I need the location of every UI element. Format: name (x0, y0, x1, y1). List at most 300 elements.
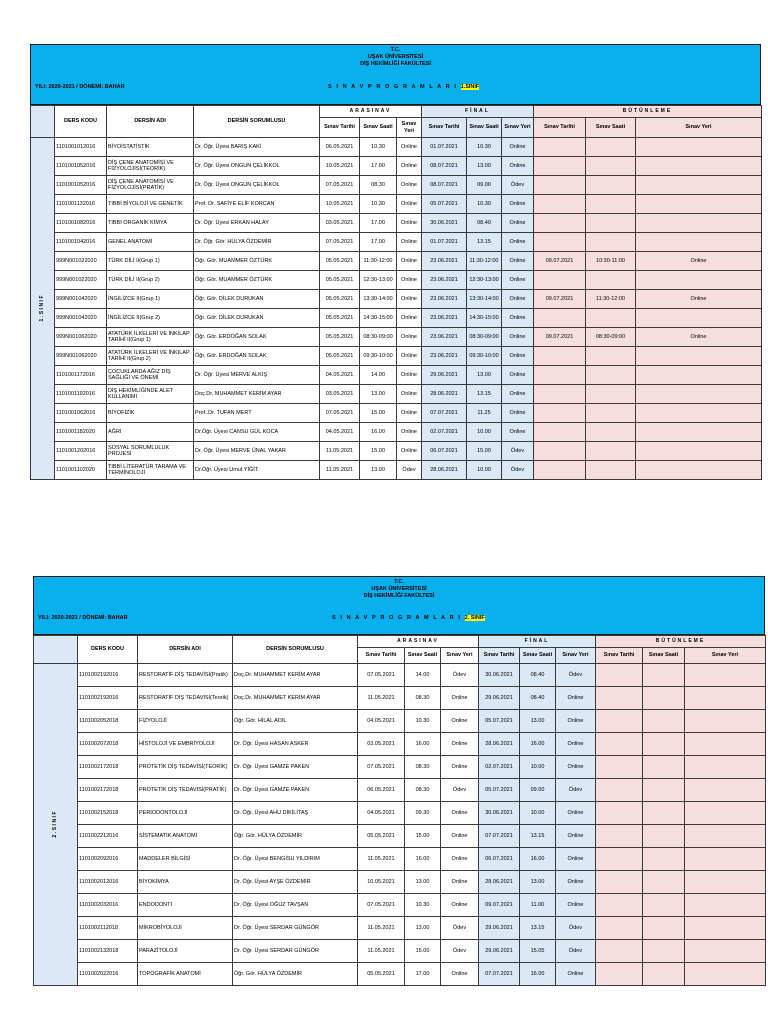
cell-makeup-place (685, 917, 766, 940)
cell-instructor: Dr. Öğr. Üyesi ERKAN HALAY (194, 214, 320, 233)
cell-midterm-date: 03.05.2021 (358, 733, 405, 756)
cell-course-code: 1101002132018 (78, 940, 138, 963)
cell-midterm-time: 12:30-13:00 (360, 271, 397, 290)
cell-final-time: 12:30-13:00 (467, 271, 502, 290)
cell-makeup-place (685, 802, 766, 825)
cell-midterm-place: Online (441, 894, 479, 917)
cell-makeup-place (685, 779, 766, 802)
cell-course-name: ENDODONTİ (138, 894, 233, 917)
cell-makeup-date (534, 442, 586, 461)
cell-course-code: 1101001082016 (55, 214, 107, 233)
cell-instructor: Dr. Öğr. Üyesi HASAN ASKER (233, 733, 358, 756)
cell-midterm-date: 03.05.2021 (320, 214, 360, 233)
cell-course-code: 1101001062016 (55, 404, 107, 423)
cell-makeup-place (636, 309, 762, 328)
cell-makeup-place (685, 825, 766, 848)
cell-final-place: Online (502, 366, 534, 385)
cell-final-time: 16.00 (520, 848, 556, 871)
table-row (34, 894, 766, 917)
cell-final-time: 13.15 (520, 917, 556, 940)
cell-instructor: Doç.Dr. MUHAMMET KERİM AYAR (194, 385, 320, 404)
cell-course-code: 1101002022016 (78, 963, 138, 986)
cell-course-name: TÜRK DİLİ II(Grup 2) (107, 271, 194, 290)
cell-makeup-date (596, 664, 643, 687)
group-midterm: ARASINAV (358, 636, 479, 648)
cell-instructor: Öğr. Gör. MUAMMER ÖZTÜRK (194, 252, 320, 271)
cell-final-place: Online (556, 894, 596, 917)
group-makeup: BÜTÜNLEME (596, 636, 766, 648)
cell-makeup-date (596, 917, 643, 940)
cell-course-name: DİŞ ÇENE ANATOMİSİ VE FİZYOLOJİSİ(PRATİK) (107, 176, 194, 195)
cell-makeup-date (596, 779, 643, 802)
cell-final-place: Online (502, 290, 534, 309)
table-row (31, 271, 762, 290)
cell-makeup-time (643, 848, 685, 871)
cell-course-code: 1101001132016 (55, 195, 107, 214)
cell-final-time: 13.15 (467, 385, 502, 404)
cell-instructor: Dr. Öğr. Üyesi AYŞE ÖZDEMİR (233, 871, 358, 894)
table-row (31, 290, 762, 309)
cell-final-time: 08.40 (520, 687, 556, 710)
cell-midterm-date: 05.05.2021 (358, 825, 405, 848)
cell-course-code: 999N001042020 (55, 309, 107, 328)
cell-makeup-time (586, 347, 636, 366)
cell-final-date: 23.06.2021 (422, 252, 467, 271)
cell-final-time: 11.00 (520, 894, 556, 917)
cell-course-code: 1101001052016 (55, 176, 107, 195)
cell-final-date: 09.07.2021 (479, 894, 520, 917)
cell-midterm-place: Online (397, 328, 422, 347)
cell-course-code: 999N001042020 (55, 290, 107, 309)
cell-midterm-date: 10.05.2021 (358, 871, 405, 894)
cell-final-place: Online (556, 848, 596, 871)
col-makeup-place: Sınav Yeri (685, 648, 766, 664)
cell-makeup-date (534, 138, 586, 157)
cell-course-name: BİYOİSTATİSTİK (107, 138, 194, 157)
cell-midterm-time: 10.30 (360, 195, 397, 214)
cell-final-date: 01.07.2021 (422, 138, 467, 157)
cell-makeup-time (586, 366, 636, 385)
col-final-place: Sınav Yeri (556, 648, 596, 664)
cell-makeup-date: 09.07.2021 (534, 290, 586, 309)
cell-midterm-time: 09.30 (405, 802, 441, 825)
cell-course-name: DİŞ HEKİMLİĞİNDE ALET KULLANIMI (107, 385, 194, 404)
sidebar-header-cell (31, 106, 55, 138)
cell-final-date: 29.06.2021 (479, 917, 520, 940)
cell-course-code: 1101002152018 (78, 802, 138, 825)
table-body (31, 138, 762, 480)
cell-midterm-time: 16.00 (360, 423, 397, 442)
col-makeup-time: Sınav Saati (643, 648, 685, 664)
cell-makeup-time (586, 404, 636, 423)
cell-midterm-place: Online (397, 195, 422, 214)
cell-course-name: GENEL ANATOMİ (107, 233, 194, 252)
cell-midterm-date: 10.05.2021 (320, 195, 360, 214)
cell-final-place: Ödev (502, 176, 534, 195)
cell-course-code: 1101001042016 (55, 233, 107, 252)
cell-midterm-place: Online (441, 871, 479, 894)
cell-final-time: 13.00 (520, 871, 556, 894)
cell-course-code: 1101001172016 (55, 366, 107, 385)
cell-midterm-time: 13.00 (360, 385, 397, 404)
cell-final-date: 02.07.2021 (479, 756, 520, 779)
group-makeup: BÜTÜNLEME (534, 106, 762, 118)
cell-midterm-place: Online (397, 138, 422, 157)
cell-midterm-date: 04.05.2021 (358, 802, 405, 825)
cell-instructor: Öğr. Gör. ERDOĞAN SOLAK (194, 347, 320, 366)
cell-makeup-date (534, 461, 586, 480)
table-row (31, 423, 762, 442)
cell-makeup-date (596, 710, 643, 733)
cell-final-date: 28.06.2021 (422, 385, 467, 404)
table-row (34, 779, 766, 802)
cell-makeup-date (596, 894, 643, 917)
cell-instructor: Dr. Öğr. Üyesi AHU DİKİLİTAŞ (233, 802, 358, 825)
header-line-university: UŞAK ÜNİVERSİTESİ (371, 586, 427, 592)
cell-midterm-place: Online (397, 176, 422, 195)
cell-final-time: 13.00 (520, 710, 556, 733)
cell-course-code: 1101002032016 (78, 894, 138, 917)
cell-midterm-date: 07.05.2021 (358, 664, 405, 687)
cell-midterm-time: 14.00 (405, 664, 441, 687)
cell-instructor: Dr. Öğr. Üyesi BENGİSU YILDIRIM (233, 848, 358, 871)
cell-midterm-time: 15.00 (405, 940, 441, 963)
cell-midterm-time: 08.30 (405, 756, 441, 779)
table-row (34, 802, 766, 825)
cell-makeup-date (534, 385, 586, 404)
cell-course-name: DİŞ ÇENE ANATOMİSİ VE FİZYOLOJİSİ(TEORİK) (107, 157, 194, 176)
cell-makeup-date (596, 756, 643, 779)
col-final-place: Sınav Yeri (502, 118, 534, 138)
cell-midterm-place: Online (397, 442, 422, 461)
cell-makeup-time (643, 664, 685, 687)
col-makeup-place: Sınav Yeri (636, 118, 762, 138)
col-makeup-date: Sınav Tarihi (596, 648, 643, 664)
table-row (34, 664, 766, 687)
cell-midterm-place: Ödev (441, 940, 479, 963)
cell-course-code: 1101002112018 (78, 917, 138, 940)
cell-midterm-time: 14.00 (360, 366, 397, 385)
cell-course-name: İNGİLİZCE II(Grup 1) (107, 290, 194, 309)
cell-instructor: Dr. Öğr. Üyesi MERVE ÜNAL YAKAR (194, 442, 320, 461)
cell-course-name: SOSYAL SORUMLULUK PROJESİ (107, 442, 194, 461)
cell-final-place: Ödev (556, 940, 596, 963)
col-makeup-date: Sınav Tarihi (534, 118, 586, 138)
cell-course-name: PROTETİK DİŞ TEDAVİSİ(TEORİK) (138, 756, 233, 779)
cell-midterm-place: Online (397, 214, 422, 233)
cell-final-date: 05.07.2021 (479, 710, 520, 733)
cell-midterm-date: 05.05.2021 (320, 347, 360, 366)
cell-final-time: 13.00 (467, 157, 502, 176)
cell-final-place: Online (502, 404, 534, 423)
cell-midterm-date: 04.05.2021 (358, 710, 405, 733)
year-term-label: YILI: 2020-2021 / DÖNEMİ: BAHAR (38, 615, 128, 621)
cell-makeup-time (643, 779, 685, 802)
cell-makeup-time (643, 687, 685, 710)
table-row (31, 233, 762, 252)
cell-instructor: Dr. Öğr. Üyesi GAMZE PAKEN (233, 779, 358, 802)
cell-final-time: 13.15 (520, 825, 556, 848)
cell-final-time: 16.00 (520, 733, 556, 756)
cell-makeup-place (636, 347, 762, 366)
cell-final-date: 23.06.2021 (422, 309, 467, 328)
cell-final-place: Online (502, 233, 534, 252)
col-midterm-date: Sınav Tarihi (358, 648, 405, 664)
cell-instructor: Dr. Öğr. Üyesi ONGUN ÇELİKKOL (194, 157, 320, 176)
cell-final-place: Ödev (556, 917, 596, 940)
cell-makeup-time (586, 176, 636, 195)
cell-course-code: 1101001182020 (55, 423, 107, 442)
cell-final-time: 13.15 (467, 233, 502, 252)
cell-midterm-time: 17.00 (360, 157, 397, 176)
cell-midterm-date: 11.05.2021 (320, 461, 360, 480)
cell-makeup-date (534, 157, 586, 176)
program-title (328, 84, 479, 90)
cell-midterm-time: 10.30 (405, 710, 441, 733)
exam-sheet-1st-year (30, 44, 761, 514)
cell-final-date: 07.07.2021 (479, 825, 520, 848)
cell-final-time: 10.00 (520, 756, 556, 779)
table-body (34, 664, 766, 986)
cell-makeup-date (534, 176, 586, 195)
cell-final-place: Online (556, 825, 596, 848)
cell-final-time: 14:30-15:00 (467, 309, 502, 328)
cell-midterm-date: 11.05.2021 (358, 940, 405, 963)
cell-makeup-time (586, 214, 636, 233)
cell-makeup-place (636, 233, 762, 252)
cell-midterm-place: Online (441, 710, 479, 733)
cell-final-time: 13:30-14:00 (467, 290, 502, 309)
cell-final-time: 11.25 (467, 404, 502, 423)
col-final-date: Sınav Tarihi (479, 648, 520, 664)
cell-course-code: 1101001102020 (55, 461, 107, 480)
cell-final-place: Online (556, 756, 596, 779)
cell-final-time: 10.00 (467, 461, 502, 480)
cell-makeup-place: Online (636, 328, 762, 347)
cell-makeup-time (643, 917, 685, 940)
header-line-university: UŞAK ÜNİVERSİTESİ (367, 54, 424, 60)
cell-makeup-place (636, 442, 762, 461)
cell-final-date: 08.07.2021 (422, 176, 467, 195)
cell-final-place: Online (502, 157, 534, 176)
cell-instructor: Öğr. Gör. HÜLYA ÖZDEMİR (233, 825, 358, 848)
cell-course-code: 1101002172018 (78, 756, 138, 779)
cell-final-place: Online (556, 802, 596, 825)
cell-midterm-date: 05.05.2021 (320, 290, 360, 309)
cell-midterm-time: 17.00 (405, 963, 441, 986)
cell-makeup-date (596, 848, 643, 871)
cell-makeup-time (586, 309, 636, 328)
cell-makeup-place (636, 271, 762, 290)
cell-course-name: PROTETİK DİŞ TEDAVİSİ(PRATİK) (138, 779, 233, 802)
cell-final-date: 30.06.2021 (479, 802, 520, 825)
cell-instructor: Öğr. Gör. ERDOĞAN SOLAK (194, 328, 320, 347)
cell-makeup-time: 08:30-09:00 (586, 328, 636, 347)
class-side-text: 1.SINIF (39, 293, 46, 321)
cell-final-time: 08:30-09:00 (467, 328, 502, 347)
cell-makeup-date (596, 825, 643, 848)
cell-final-date: 23.06.2021 (422, 347, 467, 366)
cell-midterm-date: 11.05.2021 (358, 687, 405, 710)
col-course-code: DERS KODU (78, 636, 138, 664)
year-term-label: YILI: 2020-2021 / DÖNEMİ: BAHAR (35, 84, 125, 90)
cell-final-time: 15.00 (467, 442, 502, 461)
cell-instructor: Dr. Öğr. Üyesi GAMZE PAKEN (233, 756, 358, 779)
cell-course-name: ATATÜRK İLKELERİ VE İNKILAP TARİHİ II(Grup 1) (107, 328, 194, 347)
cell-makeup-place (685, 894, 766, 917)
cell-final-date: 06.07.2021 (422, 442, 467, 461)
cell-final-date: 07.07.2021 (479, 963, 520, 986)
cell-instructor: Dr. Öğr. Üyesi OĞUZ TAVŞAN (233, 894, 358, 917)
cell-course-name: ATATÜRK İLKELERİ VE İNKILAP TARİHİ II(Grup 2) (107, 347, 194, 366)
col-instructor: DERSİN SORUMLUSU (194, 106, 320, 138)
table-row (31, 385, 762, 404)
cell-makeup-time (586, 385, 636, 404)
cell-final-place: Ödev (502, 442, 534, 461)
cell-midterm-date: 04.05.2021 (320, 423, 360, 442)
cell-midterm-time: 16.00 (405, 733, 441, 756)
cell-makeup-place (636, 461, 762, 480)
cell-course-name: SİSTEMATİK ANATOMİ (138, 825, 233, 848)
cell-midterm-date: 07.05.2021 (358, 894, 405, 917)
cell-course-name: İNGİLİZCE II(Grup 2) (107, 309, 194, 328)
cell-makeup-date (596, 687, 643, 710)
cell-makeup-date (534, 271, 586, 290)
cell-final-time: 10.30 (467, 138, 502, 157)
cell-makeup-date (534, 195, 586, 214)
cell-makeup-time (586, 271, 636, 290)
cell-final-place: Online (556, 710, 596, 733)
table-row (34, 848, 766, 871)
cell-makeup-place (685, 940, 766, 963)
cell-midterm-date: 06.05.2021 (358, 779, 405, 802)
cell-makeup-date: 09.07.2021 (534, 252, 586, 271)
cell-final-time: 10.00 (467, 423, 502, 442)
cell-makeup-time (586, 423, 636, 442)
table-row (31, 442, 762, 461)
cell-course-code: 999N001062020 (55, 328, 107, 347)
cell-final-place: Online (502, 271, 534, 290)
cell-final-time: 10.30 (467, 195, 502, 214)
cell-course-code: 999N001022020 (55, 271, 107, 290)
cell-course-name: RESTORATİF DİŞ TEDAVİSİ(Teorik) (138, 687, 233, 710)
cell-midterm-time: 08.30 (405, 687, 441, 710)
cell-midterm-time: 10.30 (360, 138, 397, 157)
table-row (34, 917, 766, 940)
cell-course-name: BİYOFİZİK (107, 404, 194, 423)
cell-makeup-place (636, 366, 762, 385)
cell-course-code: 1101001202016 (55, 442, 107, 461)
table-row (31, 347, 762, 366)
group-final: FİNAL (422, 106, 534, 118)
cell-final-date: 23.06.2021 (422, 271, 467, 290)
header-line-faculty: DİŞ HEKİMLİĞİ FAKÜLTESİ (363, 593, 435, 599)
cell-midterm-place: Ödev (441, 664, 479, 687)
cell-midterm-time: 08:30-09:00 (360, 328, 397, 347)
cell-midterm-date: 11.05.2021 (358, 848, 405, 871)
cell-makeup-date (534, 347, 586, 366)
cell-makeup-place (636, 385, 762, 404)
cell-course-name: TOPOGRAFİK ANATOMİ (138, 963, 233, 986)
col-makeup-time: Sınav Saati (586, 118, 636, 138)
table-row (34, 825, 766, 848)
cell-midterm-place: Ödev (397, 461, 422, 480)
cell-final-place: Online (502, 252, 534, 271)
cell-makeup-place (636, 157, 762, 176)
cell-midterm-date: 07.05.2021 (320, 404, 360, 423)
header-line-tc: T.C. (390, 47, 401, 53)
cell-makeup-place (636, 404, 762, 423)
cell-midterm-place: Online (397, 366, 422, 385)
cell-course-name: MADDELER BİLGİSİ (138, 848, 233, 871)
cell-makeup-time (586, 461, 636, 480)
cell-final-date: 28.06.2021 (422, 461, 467, 480)
cell-course-code: 1101002172018 (78, 779, 138, 802)
cell-midterm-place: Online (441, 963, 479, 986)
cell-instructor: Prof..Dr. TUFAN MERT (194, 404, 320, 423)
cell-final-date: 29.06.2021 (479, 687, 520, 710)
sidebar-header-cell (34, 636, 78, 664)
cell-midterm-place: Ödev (441, 779, 479, 802)
cell-final-date: 23.06.2021 (422, 290, 467, 309)
cell-midterm-time: 17.00 (360, 214, 397, 233)
cell-final-time: 15.05 (520, 940, 556, 963)
cell-makeup-place (636, 195, 762, 214)
cell-midterm-time: 13.00 (405, 917, 441, 940)
cell-makeup-place: Online (636, 252, 762, 271)
cell-makeup-place (685, 871, 766, 894)
cell-midterm-time: 13:30-14:00 (360, 290, 397, 309)
cell-midterm-place: Online (397, 271, 422, 290)
cell-final-place: Online (502, 138, 534, 157)
cell-instructor: Öğr. Gör. HİLAL ADIL (233, 710, 358, 733)
cell-midterm-place: Online (397, 347, 422, 366)
cell-makeup-date (596, 733, 643, 756)
cell-makeup-time (643, 756, 685, 779)
cell-midterm-date: 05.05.2021 (320, 252, 360, 271)
cell-midterm-place: Online (397, 309, 422, 328)
cell-makeup-date (534, 214, 586, 233)
table-row (31, 366, 762, 385)
cell-course-name: TIBBİ ORGANİK KİMYA (107, 214, 194, 233)
table-row (34, 710, 766, 733)
table-row (31, 157, 762, 176)
cell-final-date: 28.06.2021 (479, 733, 520, 756)
cell-final-date: 02.07.2021 (422, 423, 467, 442)
table-row (34, 963, 766, 986)
col-course-name: DERSİN ADI (107, 106, 194, 138)
cell-course-name: FİZYOLOJİ (138, 710, 233, 733)
table-row (31, 138, 762, 157)
table-row (31, 461, 762, 480)
cell-final-date: 05.07.2021 (479, 779, 520, 802)
cell-instructor: Dr.Öğr. Üyesi CANSU GÜL KOCA (194, 423, 320, 442)
cell-final-date: 05.07.2021 (422, 195, 467, 214)
cell-midterm-place: Online (441, 733, 479, 756)
cell-midterm-date: 11.05.2021 (358, 917, 405, 940)
cell-course-name: MİKROBİYOLOJİ (138, 917, 233, 940)
cell-makeup-place (636, 176, 762, 195)
cell-course-code: 1101002192016 (78, 687, 138, 710)
cell-midterm-time: 11:30-12:00 (360, 252, 397, 271)
cell-instructor: Prof. Dr. SAFİYE ELİF KORCAN (194, 195, 320, 214)
group-midterm: ARASINAV (320, 106, 422, 118)
cell-instructor: Dr. Öğr. Üyesi BARIŞ KAKİ (194, 138, 320, 157)
cell-makeup-place (685, 687, 766, 710)
cell-midterm-date: 05.05.2021 (320, 328, 360, 347)
table-row (34, 940, 766, 963)
cell-final-date: 23.06.2021 (422, 328, 467, 347)
